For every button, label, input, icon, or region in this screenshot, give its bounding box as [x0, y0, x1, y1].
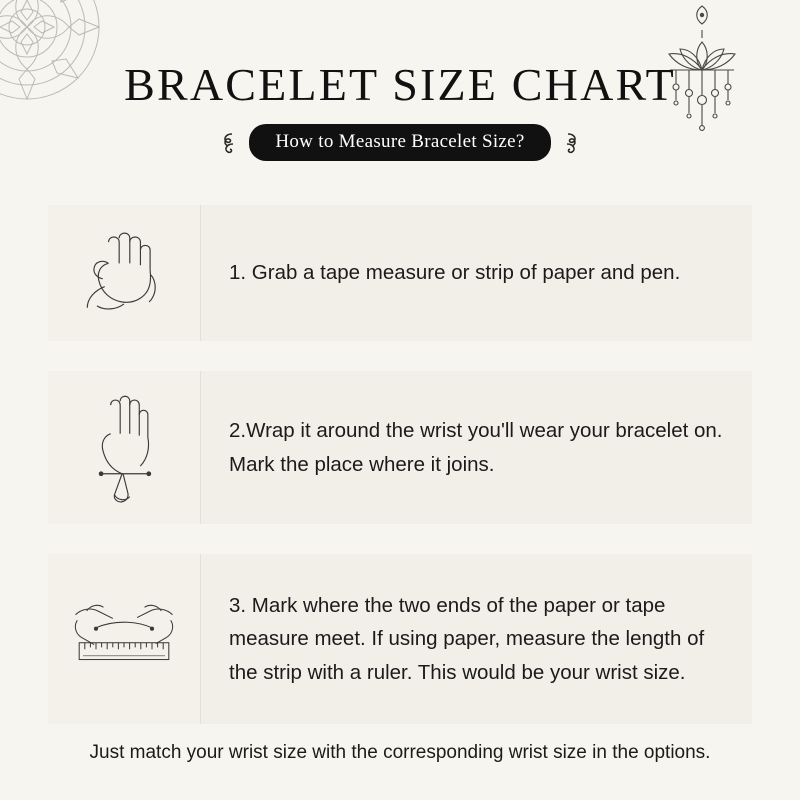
step-item — [48, 205, 752, 341]
step-text: 3. Mark where the two ends of the paper or tape measure meet. If using paper, measure the length of the strip with a ruler. This would be your wrist size. — [229, 594, 705, 684]
subtitle-row — [0, 124, 800, 161]
hands-measuring-with-ruler-icon — [48, 554, 201, 724]
step-text: 1. Grab a tape measure or strip of paper and pen. — [229, 261, 681, 285]
hand-wrapping-wrist-icon — [48, 371, 201, 524]
footer-note: Just match your wrist size with the corresponding wrist size in the options. — [89, 742, 711, 763]
step-item — [48, 371, 752, 524]
subtitle-pill: How to Measure Bracelet Size? — [249, 124, 550, 161]
hand-with-tape-measure-icon — [48, 205, 201, 341]
step-text: 2.Wrap it around the wrist you'll wear your bracelet on. Mark the place where it joins. — [229, 419, 723, 476]
swirl-flourish-icon — [563, 130, 589, 156]
page-title: BRACELET SIZE CHART — [124, 59, 676, 110]
steps-list — [0, 205, 800, 754]
step-item — [48, 554, 752, 724]
swirl-flourish-icon — [211, 130, 237, 156]
